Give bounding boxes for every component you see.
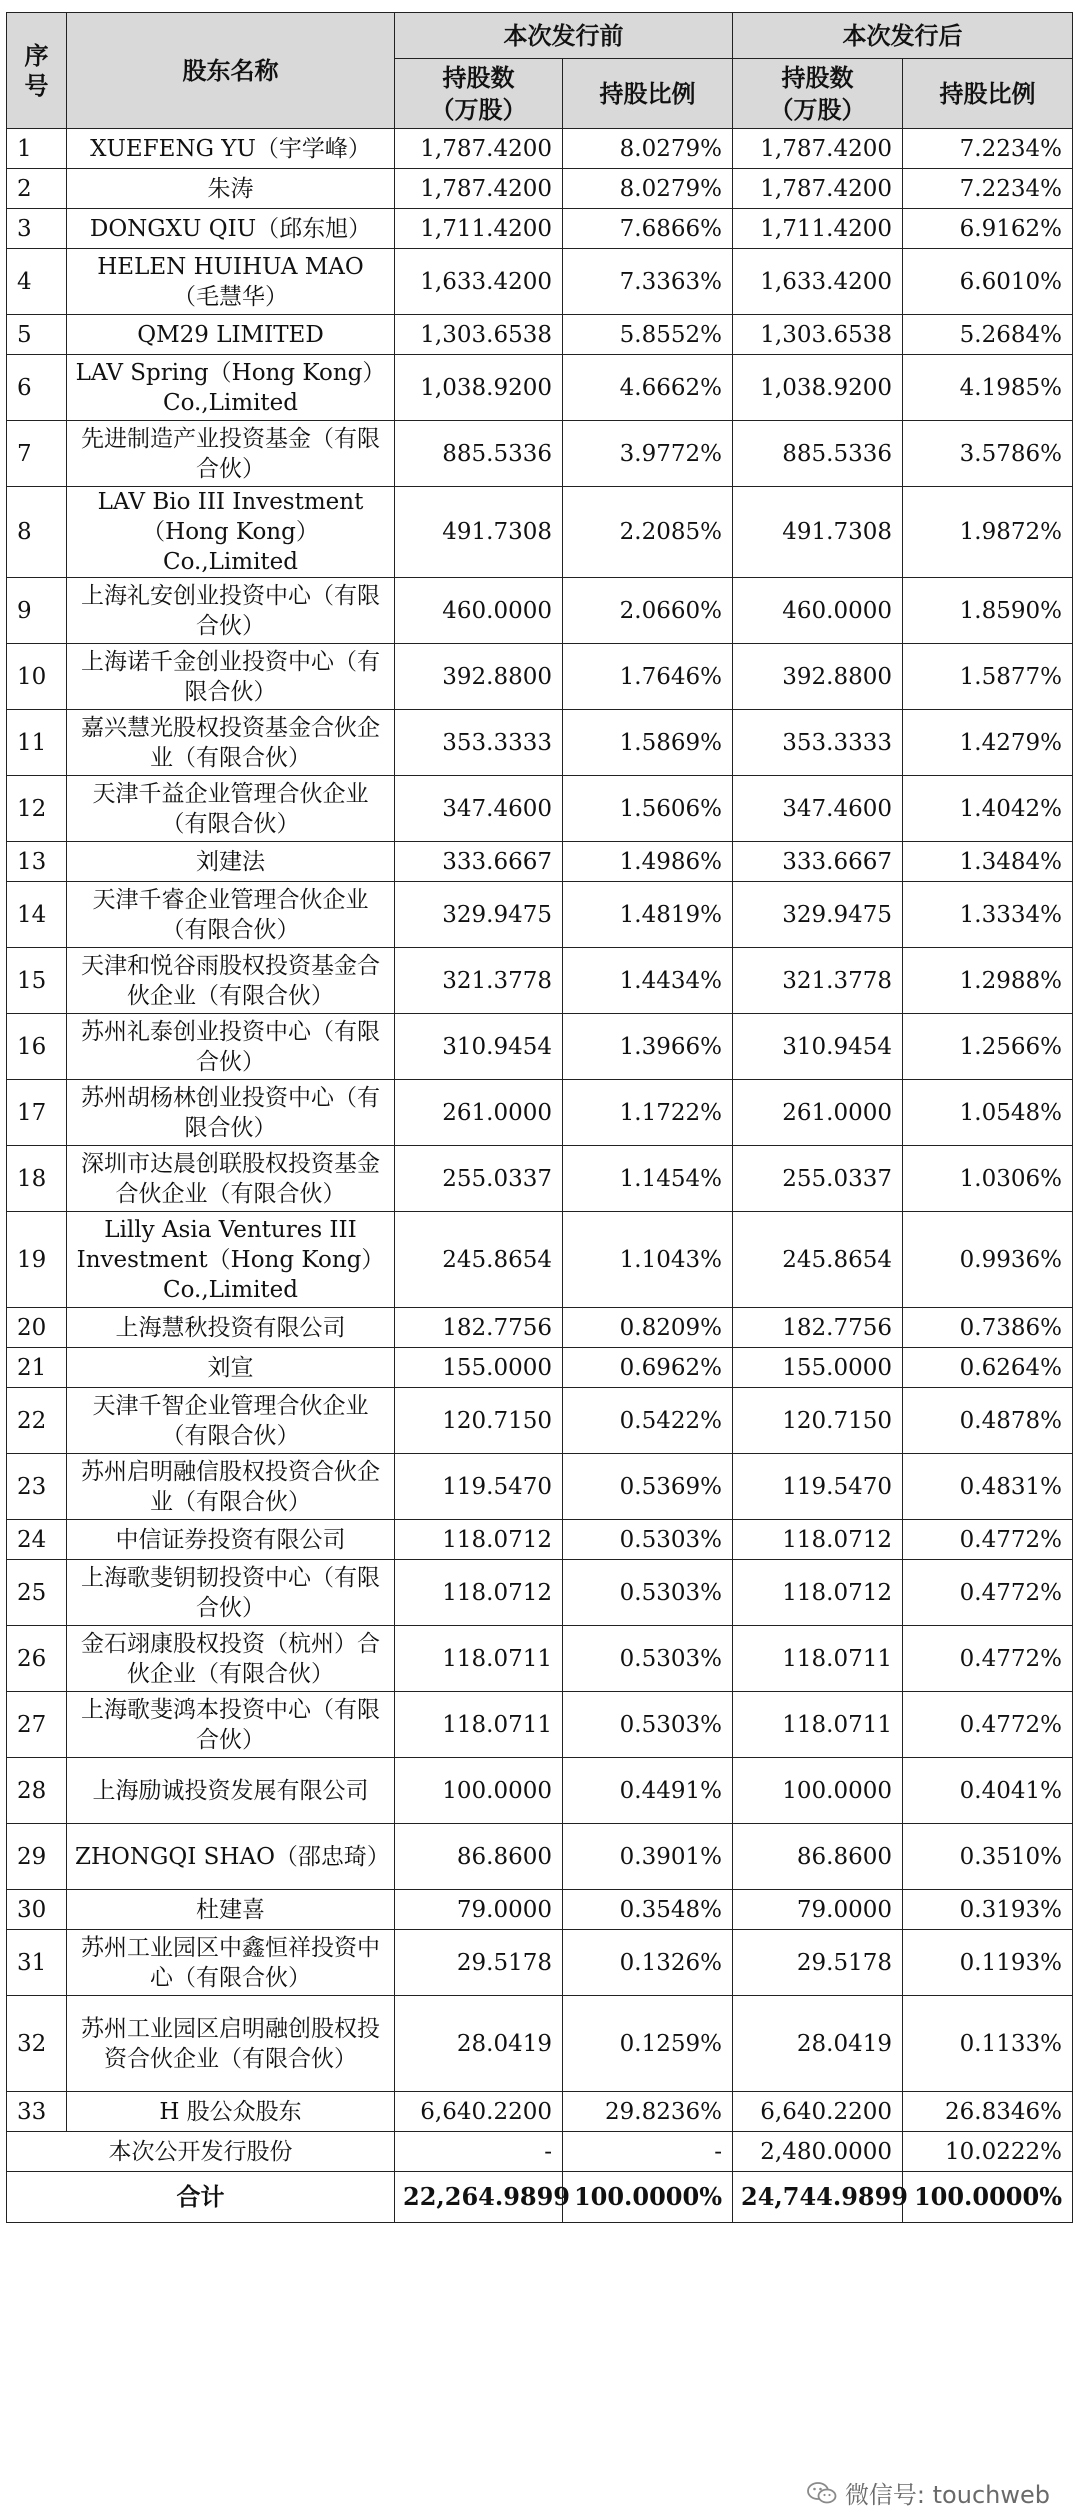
table-row <box>7 487 1073 578</box>
table-row <box>7 1388 1073 1454</box>
row-before-ratio: 0.8209% <box>563 1308 733 1348</box>
row-no: 13 <box>7 842 67 882</box>
row-after-shares: 120.7150 <box>733 1388 903 1454</box>
row-name: Lilly Asia Ventures III Investment（Hong Kong）Co.,Limited <box>67 1212 395 1308</box>
row-before-ratio: 2.0660% <box>563 578 733 644</box>
row-after-ratio: 3.5786% <box>903 421 1073 487</box>
row-name: 上海励诚投资发展有限公司 <box>67 1758 395 1824</box>
row-after-ratio: 1.2988% <box>903 948 1073 1014</box>
row-no: 19 <box>7 1212 67 1308</box>
row-before-ratio: 7.6866% <box>563 209 733 249</box>
row-after-shares: 119.5470 <box>733 1454 903 1520</box>
row-before-shares: 255.0337 <box>395 1146 563 1212</box>
row-no: 2 <box>7 169 67 209</box>
row-before-ratio: 1.3966% <box>563 1014 733 1080</box>
header-after-ratio: 持股比例 <box>903 59 1073 129</box>
row-name: 天津和悦谷雨股权投资基金合伙企业（有限合伙） <box>67 948 395 1014</box>
row-name: LAV Bio III Investment（Hong Kong）Co.,Limited <box>67 487 395 578</box>
row-before-ratio: 0.5422% <box>563 1388 733 1454</box>
table-row <box>7 1996 1073 2092</box>
row-before-ratio: 0.1326% <box>563 1930 733 1996</box>
row-no: 26 <box>7 1626 67 1692</box>
row-before-ratio: 0.5303% <box>563 1626 733 1692</box>
row-no: 5 <box>7 315 67 355</box>
table-row <box>7 1308 1073 1348</box>
row-before-shares: 119.5470 <box>395 1454 563 1520</box>
row-after-shares: 261.0000 <box>733 1080 903 1146</box>
row-no: 4 <box>7 249 67 315</box>
row-before-shares: 79.0000 <box>395 1890 563 1930</box>
row-after-ratio: 0.3510% <box>903 1824 1073 1890</box>
row-after-shares: 1,787.4200 <box>733 129 903 169</box>
row-after-shares: 1,303.6538 <box>733 315 903 355</box>
table-row <box>7 1348 1073 1388</box>
row-after-shares: 347.4600 <box>733 776 903 842</box>
row-before-shares: 491.7308 <box>395 487 563 578</box>
row-after-ratio: 1.9872% <box>903 487 1073 578</box>
row-name: 苏州工业园区启明融创股权投资合伙企业（有限合伙） <box>67 1996 395 2092</box>
public-before-shares: - <box>395 2132 563 2172</box>
row-after-ratio: 0.9936% <box>903 1212 1073 1308</box>
row-before-ratio: 0.5303% <box>563 1520 733 1560</box>
row-after-shares: 353.3333 <box>733 710 903 776</box>
row-no: 12 <box>7 776 67 842</box>
row-before-shares: 1,303.6538 <box>395 315 563 355</box>
row-no: 29 <box>7 1824 67 1890</box>
table-row <box>7 578 1073 644</box>
table-row <box>7 1080 1073 1146</box>
row-before-shares: 1,787.4200 <box>395 169 563 209</box>
row-name: 上海诺千金创业投资中心（有限合伙） <box>67 644 395 710</box>
row-name: 苏州礼泰创业投资中心（有限合伙） <box>67 1014 395 1080</box>
table-row <box>7 1014 1073 1080</box>
row-before-shares: 182.7756 <box>395 1308 563 1348</box>
row-name: 上海礼安创业投资中心（有限合伙） <box>67 578 395 644</box>
row-no: 28 <box>7 1758 67 1824</box>
row-name: 金石翊康股权投资（杭州）合伙企业（有限合伙） <box>67 1626 395 1692</box>
table-row <box>7 1930 1073 1996</box>
table-row <box>7 1520 1073 1560</box>
row-after-ratio: 1.8590% <box>903 578 1073 644</box>
row-name: 天津千睿企业管理合伙企业（有限合伙） <box>67 882 395 948</box>
row-before-shares: 347.4600 <box>395 776 563 842</box>
row-no: 23 <box>7 1454 67 1520</box>
table-row <box>7 1692 1073 1758</box>
row-after-shares: 29.5178 <box>733 1930 903 1996</box>
row-no: 16 <box>7 1014 67 1080</box>
table-row <box>7 644 1073 710</box>
row-name: 杜建喜 <box>67 1890 395 1930</box>
row-name: HELEN HUIHUA MAO（毛慧华） <box>67 249 395 315</box>
row-before-ratio: 1.1043% <box>563 1212 733 1308</box>
row-after-ratio: 7.2234% <box>903 169 1073 209</box>
row-before-shares: 460.0000 <box>395 578 563 644</box>
row-no: 32 <box>7 1996 67 2092</box>
row-after-shares: 885.5336 <box>733 421 903 487</box>
row-before-shares: 6,640.2200 <box>395 2092 563 2132</box>
row-before-shares: 310.9454 <box>395 1014 563 1080</box>
row-after-shares: 245.8654 <box>733 1212 903 1308</box>
total-before-ratio: 100.0000% <box>563 2172 733 2223</box>
row-before-ratio: 0.3548% <box>563 1890 733 1930</box>
row-name: 上海歌斐鸿本投资中心（有限合伙） <box>67 1692 395 1758</box>
row-before-shares: 100.0000 <box>395 1758 563 1824</box>
row-no: 24 <box>7 1520 67 1560</box>
row-before-ratio: 1.7646% <box>563 644 733 710</box>
row-after-shares: 28.0419 <box>733 1996 903 2092</box>
shareholder-table <box>6 12 1073 2223</box>
row-before-ratio: 1.5869% <box>563 710 733 776</box>
row-before-ratio: 29.8236% <box>563 2092 733 2132</box>
row-after-ratio: 1.0306% <box>903 1146 1073 1212</box>
watermark-text: 微信号: touchweb <box>844 2481 1050 2509</box>
row-after-shares: 255.0337 <box>733 1146 903 1212</box>
row-after-shares: 392.8800 <box>733 644 903 710</box>
row-after-ratio: 0.4772% <box>903 1520 1073 1560</box>
row-no: 10 <box>7 644 67 710</box>
row-before-ratio: 5.8552% <box>563 315 733 355</box>
public-offering-label: 本次公开发行股份 <box>7 2132 395 2172</box>
row-name: 嘉兴慧光股权投资基金合伙企业（有限合伙） <box>67 710 395 776</box>
row-after-shares: 118.0712 <box>733 1560 903 1626</box>
row-after-ratio: 4.1985% <box>903 355 1073 421</box>
row-before-shares: 261.0000 <box>395 1080 563 1146</box>
public-before-ratio: - <box>563 2132 733 2172</box>
row-after-ratio: 0.1193% <box>903 1930 1073 1996</box>
row-before-shares: 118.0712 <box>395 1520 563 1560</box>
row-before-shares: 155.0000 <box>395 1348 563 1388</box>
total-before-shares: 22,264.9899 <box>395 2172 563 2223</box>
row-no: 11 <box>7 710 67 776</box>
row-no: 7 <box>7 421 67 487</box>
row-no: 30 <box>7 1890 67 1930</box>
row-after-shares: 1,633.4200 <box>733 249 903 315</box>
row-after-shares: 118.0712 <box>733 1520 903 1560</box>
row-after-shares: 182.7756 <box>733 1308 903 1348</box>
row-name: 深圳市达晨创联股权投资基金合伙企业（有限合伙） <box>67 1146 395 1212</box>
row-after-ratio: 0.7386% <box>903 1308 1073 1348</box>
table-row <box>7 1454 1073 1520</box>
row-name: 苏州工业园区中鑫恒祥投资中心（有限合伙） <box>67 1930 395 1996</box>
row-name: 苏州胡杨林创业投资中心（有限合伙） <box>67 1080 395 1146</box>
row-after-shares: 1,711.4200 <box>733 209 903 249</box>
row-no: 14 <box>7 882 67 948</box>
row-name: XUEFENG YU（宇学峰） <box>67 129 395 169</box>
row-after-shares: 100.0000 <box>733 1758 903 1824</box>
row-name: 朱涛 <box>67 169 395 209</box>
total-after-shares: 24,744.9899 <box>733 2172 903 2223</box>
row-before-shares: 1,633.4200 <box>395 249 563 315</box>
row-name: 天津千智企业管理合伙企业（有限合伙） <box>67 1388 395 1454</box>
row-after-ratio: 0.1133% <box>903 1996 1073 2092</box>
table-row <box>7 1890 1073 1930</box>
row-before-ratio: 4.6662% <box>563 355 733 421</box>
row-after-ratio: 0.4772% <box>903 1626 1073 1692</box>
row-before-ratio: 0.5369% <box>563 1454 733 1520</box>
row-after-shares: 118.0711 <box>733 1692 903 1758</box>
row-before-shares: 118.0711 <box>395 1692 563 1758</box>
public-offering-row <box>7 2132 1073 2172</box>
row-before-shares: 29.5178 <box>395 1930 563 1996</box>
row-after-ratio: 5.2684% <box>903 315 1073 355</box>
row-before-shares: 86.8600 <box>395 1824 563 1890</box>
table-row <box>7 948 1073 1014</box>
row-before-shares: 28.0419 <box>395 1996 563 2092</box>
row-no: 20 <box>7 1308 67 1348</box>
row-no: 1 <box>7 129 67 169</box>
total-label: 合计 <box>7 2172 395 2223</box>
row-name: 天津千益企业管理合伙企业（有限合伙） <box>67 776 395 842</box>
row-after-ratio: 0.4878% <box>903 1388 1073 1454</box>
row-before-shares: 120.7150 <box>395 1388 563 1454</box>
table-row <box>7 249 1073 315</box>
row-before-shares: 1,787.4200 <box>395 129 563 169</box>
row-after-shares: 1,038.9200 <box>733 355 903 421</box>
row-after-shares: 118.0711 <box>733 1626 903 1692</box>
row-no: 8 <box>7 487 67 578</box>
row-no: 18 <box>7 1146 67 1212</box>
row-after-ratio: 0.4772% <box>903 1560 1073 1626</box>
row-before-ratio: 3.9772% <box>563 421 733 487</box>
header-name: 股东名称 <box>67 13 395 129</box>
row-before-ratio: 0.5303% <box>563 1692 733 1758</box>
row-no: 22 <box>7 1388 67 1454</box>
row-before-shares: 329.9475 <box>395 882 563 948</box>
row-no: 3 <box>7 209 67 249</box>
row-before-ratio: 0.3901% <box>563 1824 733 1890</box>
row-before-ratio: 1.4434% <box>563 948 733 1014</box>
row-name: 上海慧秋投资有限公司 <box>67 1308 395 1348</box>
public-after-ratio: 10.0222% <box>903 2132 1073 2172</box>
row-before-ratio: 8.0279% <box>563 169 733 209</box>
table-row <box>7 1560 1073 1626</box>
header-before-ratio: 持股比例 <box>563 59 733 129</box>
row-name: LAV Spring（Hong Kong）Co.,Limited <box>67 355 395 421</box>
row-after-ratio: 0.4831% <box>903 1454 1073 1520</box>
table-row <box>7 2092 1073 2132</box>
row-after-ratio: 0.4041% <box>903 1758 1073 1824</box>
row-before-shares: 1,038.9200 <box>395 355 563 421</box>
row-before-shares: 885.5336 <box>395 421 563 487</box>
row-before-shares: 1,711.4200 <box>395 209 563 249</box>
public-after-shares: 2,480.0000 <box>733 2132 903 2172</box>
header-seq: 序号 <box>7 13 67 129</box>
row-name: 苏州启明融信股权投资合伙企业（有限合伙） <box>67 1454 395 1520</box>
row-after-shares: 310.9454 <box>733 1014 903 1080</box>
row-after-ratio: 1.4042% <box>903 776 1073 842</box>
row-before-shares: 333.6667 <box>395 842 563 882</box>
row-after-shares: 155.0000 <box>733 1348 903 1388</box>
row-before-ratio: 0.1259% <box>563 1996 733 2092</box>
row-after-shares: 86.8600 <box>733 1824 903 1890</box>
total-after-ratio: 100.0000% <box>903 2172 1073 2223</box>
row-after-ratio: 6.6010% <box>903 249 1073 315</box>
table-row <box>7 1146 1073 1212</box>
row-after-ratio: 1.4279% <box>903 710 1073 776</box>
table-row <box>7 710 1073 776</box>
table-row <box>7 1212 1073 1308</box>
table-row <box>7 776 1073 842</box>
row-no: 33 <box>7 2092 67 2132</box>
row-after-shares: 333.6667 <box>733 842 903 882</box>
table-row <box>7 315 1073 355</box>
row-before-ratio: 2.2085% <box>563 487 733 578</box>
header-before-shares: 持股数（万股） <box>395 59 563 129</box>
row-name: 刘宣 <box>67 1348 395 1388</box>
row-name: QM29 LIMITED <box>67 315 395 355</box>
row-after-ratio: 0.4772% <box>903 1692 1073 1758</box>
row-before-ratio: 1.4986% <box>563 842 733 882</box>
header-after-shares: 持股数（万股） <box>733 59 903 129</box>
row-no: 31 <box>7 1930 67 1996</box>
row-before-shares: 321.3778 <box>395 948 563 1014</box>
row-name: 上海歌斐钥韧投资中心（有限合伙） <box>67 1560 395 1626</box>
table-row <box>7 1626 1073 1692</box>
row-after-ratio: 0.3193% <box>903 1890 1073 1930</box>
table-row <box>7 209 1073 249</box>
row-after-shares: 1,787.4200 <box>733 169 903 209</box>
watermark <box>807 2475 1050 2510</box>
row-name: 中信证券投资有限公司 <box>67 1520 395 1560</box>
row-after-ratio: 1.2566% <box>903 1014 1073 1080</box>
row-name: 刘建法 <box>67 842 395 882</box>
row-after-shares: 6,640.2200 <box>733 2092 903 2132</box>
row-after-shares: 79.0000 <box>733 1890 903 1930</box>
table-row <box>7 882 1073 948</box>
row-no: 21 <box>7 1348 67 1388</box>
row-after-ratio: 1.3484% <box>903 842 1073 882</box>
row-before-shares: 118.0712 <box>395 1560 563 1626</box>
row-before-ratio: 1.1454% <box>563 1146 733 1212</box>
table-row <box>7 129 1073 169</box>
row-before-ratio: 0.6962% <box>563 1348 733 1388</box>
table-row <box>7 1758 1073 1824</box>
row-no: 9 <box>7 578 67 644</box>
row-before-ratio: 0.4491% <box>563 1758 733 1824</box>
row-name: DONGXU QIU（邱东旭） <box>67 209 395 249</box>
row-before-ratio: 1.1722% <box>563 1080 733 1146</box>
row-before-shares: 245.8654 <box>395 1212 563 1308</box>
row-before-ratio: 1.5606% <box>563 776 733 842</box>
row-after-ratio: 6.9162% <box>903 209 1073 249</box>
table-row <box>7 1824 1073 1890</box>
row-name: ZHONGQI SHAO（邵忠琦） <box>67 1824 395 1890</box>
header-after: 本次发行后 <box>733 13 1073 59</box>
table-row <box>7 842 1073 882</box>
row-after-ratio: 1.0548% <box>903 1080 1073 1146</box>
row-before-ratio: 0.5303% <box>563 1560 733 1626</box>
row-after-ratio: 1.5877% <box>903 644 1073 710</box>
row-after-shares: 491.7308 <box>733 487 903 578</box>
row-after-shares: 321.3778 <box>733 948 903 1014</box>
row-after-ratio: 1.3334% <box>903 882 1073 948</box>
row-no: 17 <box>7 1080 67 1146</box>
wechat-icon <box>807 2481 837 2505</box>
row-after-ratio: 7.2234% <box>903 129 1073 169</box>
row-after-ratio: 26.8346% <box>903 2092 1073 2132</box>
row-name: H 股公众股东 <box>67 2092 395 2132</box>
row-no: 6 <box>7 355 67 421</box>
row-before-ratio: 1.4819% <box>563 882 733 948</box>
row-before-ratio: 8.0279% <box>563 129 733 169</box>
row-before-shares: 392.8800 <box>395 644 563 710</box>
total-row <box>7 2172 1073 2223</box>
row-after-ratio: 0.6264% <box>903 1348 1073 1388</box>
row-before-shares: 353.3333 <box>395 710 563 776</box>
row-name: 先进制造产业投资基金（有限合伙） <box>67 421 395 487</box>
row-before-shares: 118.0711 <box>395 1626 563 1692</box>
header-before: 本次发行前 <box>395 13 733 59</box>
row-after-shares: 460.0000 <box>733 578 903 644</box>
table-row <box>7 169 1073 209</box>
row-after-shares: 329.9475 <box>733 882 903 948</box>
table-row <box>7 421 1073 487</box>
table-row <box>7 355 1073 421</box>
row-no: 15 <box>7 948 67 1014</box>
row-before-ratio: 7.3363% <box>563 249 733 315</box>
row-no: 25 <box>7 1560 67 1626</box>
row-no: 27 <box>7 1692 67 1758</box>
